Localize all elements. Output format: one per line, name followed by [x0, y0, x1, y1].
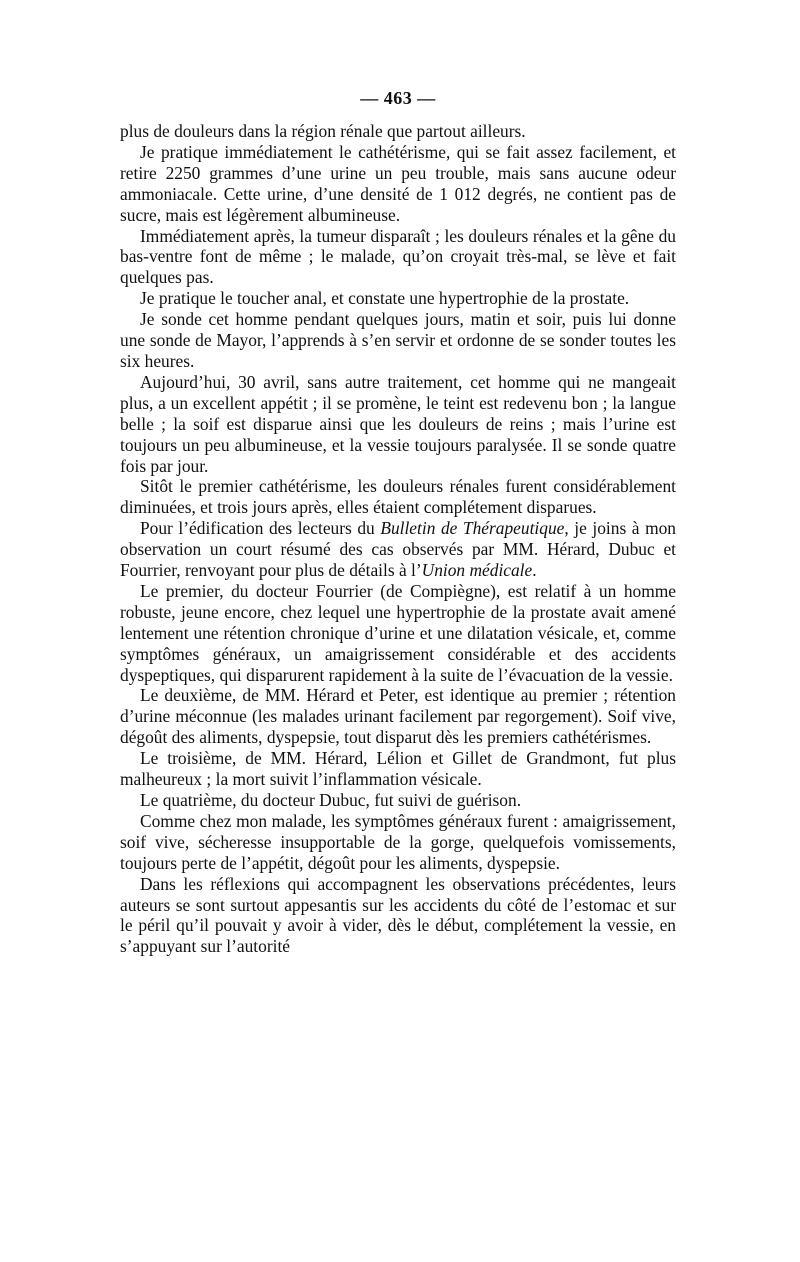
paragraph-case-first: Le premier, du docteur Fourrier (de Compiègne), est relatif à un homme robuste, jeune encore, chez lequel une hypertrophie de la prostate avait amené lentement une rétention chronique d’urine et une dilatation vésicale, et, comme symptômes généraux, un amaigrissement considérable et des accidents dyspeptiques, qui disparurent rapidement à la suite de l’évacuation de la vessie.: [120, 580, 676, 685]
paragraph-sounding: Je sonde cet homme pendant quelques jours, matin et soir, puis lui donne une sonde de Mayor, l’apprends à s’en servir et ordonne de se sonder toutes les six heures.: [120, 309, 676, 371]
paragraph-edification: [120, 518, 676, 581]
edification-text-b: , je joins à mon observation un court résumé des cas observés par MM. Hérard, Dubuc et Fourrier, renvoyant pour plus de détails à l’: [120, 518, 676, 581]
paragraph-first-catheterism: Sitôt le premier cathétérisme, les douleurs rénales furent considérablement diminuées, et trois jours après, elles étaient complétement disparues.: [120, 476, 676, 518]
edification-text-a: Pour l’édification des lecteurs du: [140, 518, 381, 539]
paragraph-symptoms: Comme chez mon malade, les symptômes généraux furent : amaigrissement, soif vive, sécheresse insupportable de la gorge, quelquefois vomissements, toujours perte de l’appétit, dégoût pour les aliments, dyspepsie.: [120, 810, 676, 873]
edification-text-c: .: [532, 560, 537, 581]
journal-title: Bulletin de Thérapeutique: [380, 518, 565, 539]
page-number: — 463 —: [360, 88, 436, 108]
paragraph-tumor-disappears: Immédiatement après, la tumeur disparaît ; les douleurs rénales et la gêne du bas-ventre font de même ; le malade, qu’on croyait très-mal, se lève et fait quelques pas.: [120, 225, 676, 288]
union-medicale-title: Union médicale: [421, 560, 533, 581]
paragraph-case-fourth: Le quatrième, du docteur Dubuc, fut suivi de guérison.: [140, 790, 522, 810]
paragraph-case-third: Le troisième, de MM. Hérard, Lélion et Gillet de Grandmont, fut plus malheureux ; la mort suivit l’inflammation vésicale.: [120, 748, 676, 790]
paragraph-today: Aujourd’hui, 30 avril, sans autre traitement, cet homme qui ne mangeait plus, a un excellent appétit ; il se promène, le teint est redevenu bon ; la langue belle ; la soif est disparue ainsi que les douleurs de reins ; mais l’urine est toujours un peu albumineuse, et la vessie toujours paralysée. Il se sonde quatre fois par jour.: [120, 371, 676, 476]
paragraph-reflections: Dans les réflexions qui accompagnent les observations précédentes, leurs auteurs se sont surtout appesantis sur les accidents du côté de l’estomac et sur le péril qu’il pouvait y avoir à vider, dès le début, complétement la vessie, en s’appuyant sur l’autorité: [120, 873, 676, 957]
paragraph-catheterism: Je pratique immédiatement le cathétérisme, qui se fait assez facilement, et retire 2250 grammes d’une urine un peu trouble, mais sans aucune odeur ammoniacale. Cette urine, d’une densité de 1 012 degrés, ne contient pas de sucre, mais est légèrement albumineuse.: [120, 141, 676, 225]
paragraph-anal-exam: Je pratique le toucher anal, et constate une hypertrophie de la prostate.: [140, 288, 630, 309]
book-page: [120, 88, 676, 957]
paragraph-case-second: Le deuxième, de MM. Hérard et Peter, est identique au premier ; rétention d’urine méconnue (les malades urinant facilement par regorgement). Soif vive, dégoût des aliments, dyspepsie, tout disparut dès les premiers cathétérismes.: [120, 685, 676, 748]
paragraph-continuation: plus de douleurs dans la région rénale que partout ailleurs.: [120, 121, 526, 141]
